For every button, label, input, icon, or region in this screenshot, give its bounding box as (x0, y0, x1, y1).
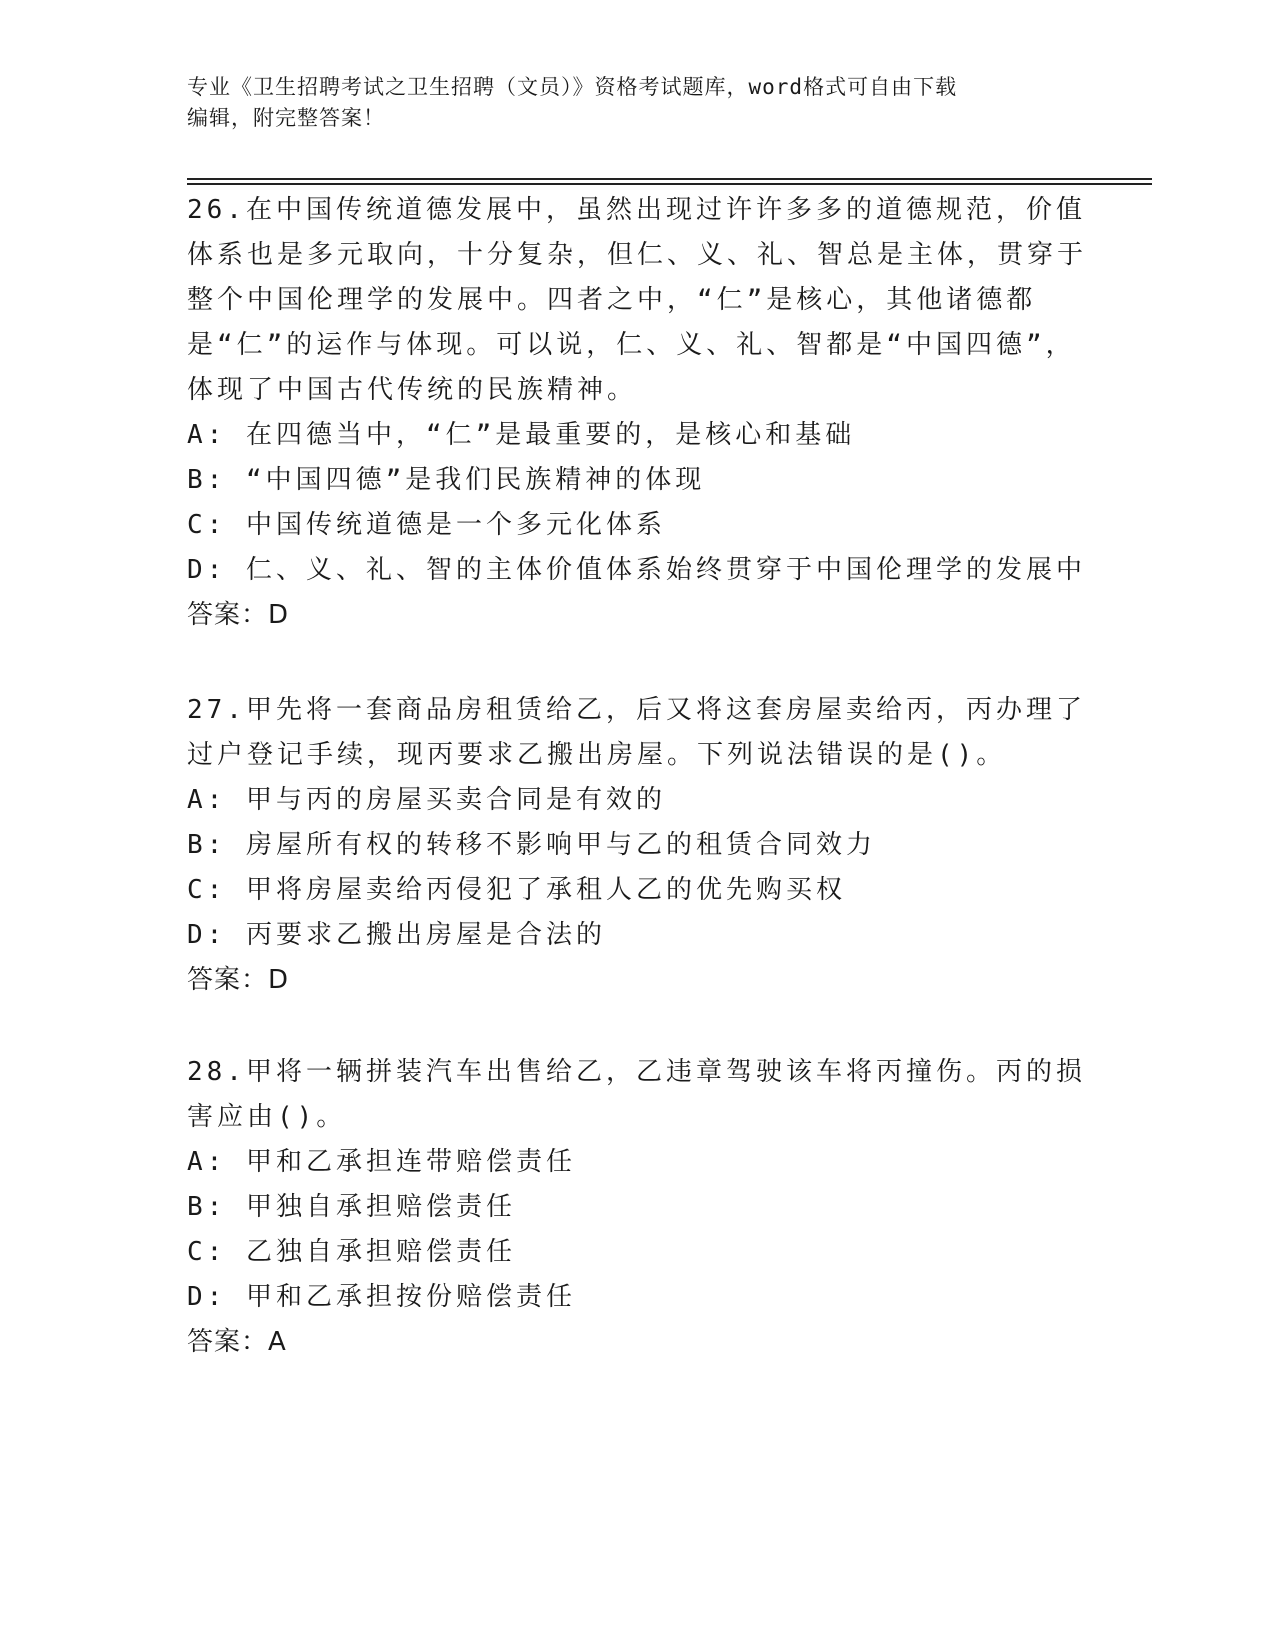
question-text: 27.甲先将一套商品房租赁给乙，后又将这套房屋卖给丙，丙办理了过户登记手续，现丙要求乙搬出房屋。下列说法错误的是()。 (187, 695, 1086, 770)
option-d: D: 丙要求乙搬出房屋是合法的 (187, 920, 606, 950)
option-b: B: “中国四德”是我们民族精神的体现 (187, 465, 706, 495)
option-a: A: 在四德当中，“仁”是最重要的，是核心和基础 (187, 420, 856, 450)
option-b: B: 甲独自承担赔偿责任 (187, 1192, 516, 1222)
answer: 答案：D (187, 965, 290, 995)
option-b: B: 房屋所有权的转移不影响甲与乙的租赁合同效力 (187, 830, 876, 860)
header-line-1: 专业《卫生招聘考试之卫生招聘（文员）》资格考试题库，word格式可自由下载 (187, 75, 958, 99)
option-d: D: 仁、义、礼、智的主体价值体系始终贯穿于中国伦理学的发展中 (187, 555, 1086, 585)
option-d: D: 甲和乙承担按份赔偿责任 (187, 1282, 576, 1312)
question-text: 26.在中国传统道德发展中，虽然出现过许许多多的道德规范，价值体系也是多元取向，十分复杂，但仁、义、礼、智总是主体，贯穿于整个中国伦理学的发展中。四者之中，“仁”是核心，其他诸德都是“仁”的运作与体现。可以说，仁、义、礼、智都是“中国四德”，体现了中国古代传统的民族精神。 (187, 195, 1088, 405)
question-27 (187, 688, 1087, 1003)
option-c: C: 乙独自承担赔偿责任 (187, 1237, 516, 1267)
document-header (187, 72, 1067, 134)
header-divider-top (187, 178, 1152, 180)
option-c: C: 中国传统道德是一个多元化体系 (187, 510, 666, 540)
answer: 答案：A (187, 1327, 287, 1357)
option-c: C: 甲将房屋卖给丙侵犯了承租人乙的优先购买权 (187, 875, 846, 905)
question-28 (187, 1050, 1087, 1365)
question-text: 28.甲将一辆拼装汽车出售给乙，乙违章驾驶该车将丙撞伤。丙的损害应由()。 (187, 1057, 1086, 1132)
header-line-2: 编辑，附完整答案！ (187, 106, 385, 130)
question-26 (187, 188, 1087, 638)
option-a: A: 甲与丙的房屋买卖合同是有效的 (187, 785, 666, 815)
option-a: A: 甲和乙承担连带赔偿责任 (187, 1147, 576, 1177)
header-divider-bottom (187, 183, 1152, 185)
answer: 答案：D (187, 600, 290, 630)
